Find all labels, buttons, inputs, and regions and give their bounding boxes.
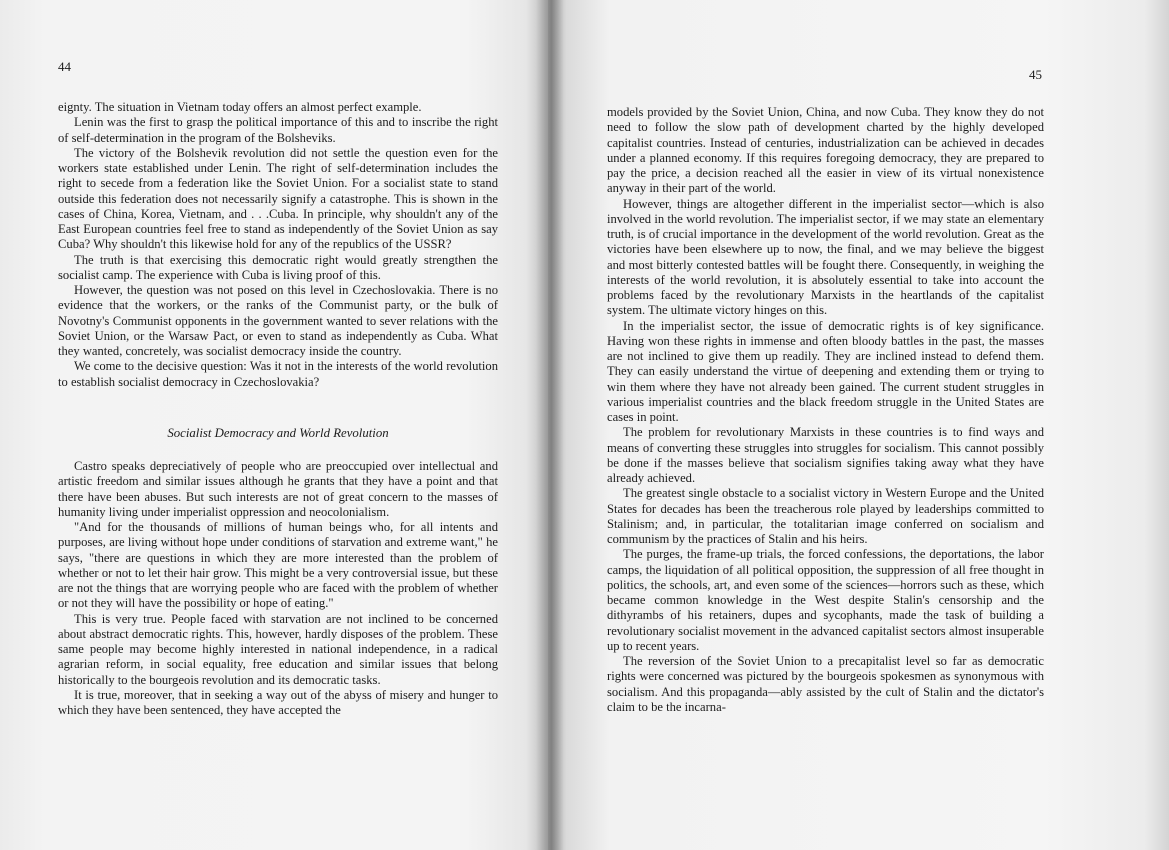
paragraph: "And for the thousands of millions of human beings who, for all intents and purposes, are living without hope under conditions of starvation and extreme want," he says, "there are questions in which they are more interested than the problem of whether or not to let their hair grow. This might be a very controversial issue, but these are not the things that are worrying people who are faced with the problem of whether or not they will have the possibility or hope of eating." — [58, 520, 498, 611]
page-number: 45 — [1029, 67, 1042, 82]
paragraph: However, things are altogether different in the imperialist sector—which is also involved in the world revolution. The imperialist sector, if we may state an elementary truth, is of crucial importance in the development of the world revolution. Great as the victories have been elsewhere up to now, the final, and we may believe the biggest and most bitterly contested battles will be fought there. Consequently, in weighing the interests of the world revolution, it is absolutely essential to take into account the problems faced by the revolutionary Marxists in the heartlands of the capitalist system. The ultimate victory hinges on this. — [607, 196, 1044, 318]
right-page — [548, 0, 1169, 850]
paragraph: models provided by the Soviet Union, China, and now Cuba. They know they do not need to follow the slow path of development charted by the highly developed capitalist countries. Instead of centuries, industrialization can be achieved in decades under a planned economy. If this requires foregoing democracy, they are prepared to pay the price, a decision reached all the easier in view of its virtual nonexistence anyway in their part of the world. — [607, 105, 1044, 196]
paragraph: It is true, moreover, that in seeking a way out of the abyss of misery and hunger to which they have been sentenced, they have accepted the — [58, 687, 498, 717]
paragraph: The reversion of the Soviet Union to a precapitalist level so far as democratic rights were concerned was pictured by the bourgeois spokesmen as synonymous with socialism. And this propaganda—ably assisted by the cult of Stalin and the dictator's claim to be the incarna- — [607, 654, 1044, 714]
paragraph: We come to the decisive question: Was it not in the interests of the world revolution to establish socialist democracy in Czechoslovakia? — [58, 359, 498, 389]
paragraph: Lenin was the first to grasp the political importance of this and to inscribe the right of self-determination in the program of the Bolsheviks. — [58, 115, 498, 145]
paragraph: This is very true. People faced with starvation are not inclined to be concerned about abstract democratic rights. This, however, hardly disposes of the problem. These same people may become highly interested in national independence, in a radical agrarian reform, in social equality, free education and similar issues that belong historically to the bourgeois revolution and its democratic tasks. — [58, 611, 498, 687]
paragraph: eignty. The situation in Vietnam today offers an almost perfect example. — [58, 100, 422, 114]
section-heading: Socialist Democracy and World Revolution — [167, 425, 389, 440]
paragraph: However, the question was not posed on this level in Czechoslovakia. There is no evidence that the workers, or the ranks of the Communist party, or the bulk of Novotny's Communist opponents in the government wanted to sever relations with the Soviet Union, or the Warsaw Pact, or even to stand as independently as Cuba. What they wanted, concretely, was socialist democracy inside the country. — [58, 283, 498, 358]
page-number: 44 — [58, 59, 71, 74]
paragraph: The greatest single obstacle to a socialist victory in Western Europe and the United States for decades has been the treacherous role played by leaderships committed to Stalinism; and, in particular, the totalitarian image conferred on socialism and communism by the practices of Stalin and his heirs. — [607, 486, 1044, 546]
paragraph: The purges, the frame-up trials, the forced confessions, the deportations, the labor camps, the liquidation of all political opposition, the suppression of all free thought in politics, the schools, art, and even some of the sciences—horrors such as these, which became common knowledge in the West despite Stalin's censorship and the dithyrambs of his retainers, dupes and sycophants, made the task of building a revolutionary socialist movement in the advanced capitalist sectors almost insuperable up to recent years. — [607, 547, 1044, 653]
paragraph: The problem for revolutionary Marxists in these countries is to find ways and means of converting these struggles into struggles for socialism. This cannot possibly be done if the masses believe that socialism signifies taking away what they have already achieved. — [607, 425, 1044, 485]
paragraph: The truth is that exercising this democratic right would greatly strengthen the socialist camp. The experience with Cuba is living proof of this. — [58, 252, 498, 282]
paragraph: In the imperialist sector, the issue of democratic rights is of key significance. Having won these rights in immense and often bloody battles in the past, the masses are not inclined to give them up readily. They are inclined instead to defend them. They can easily understand the virtue of deepening and extending them or trying to win them where they have not already been gained. The current student struggles in various imperialist countries and the black freedom struggle in the United States are cases in point. — [607, 318, 1044, 424]
paragraph: The victory of the Bolshevik revolution did not settle the question even for the workers state established under Lenin. The right of self-determination includes the right to secede from a federation like the Soviet Union. For a socialist state to stand outside this federation does not necessarily signify a catastrophe. This is shown in the cases of China, Korea, Vietnam, and . . .Cuba. In principle, why shouldn't any of the East European countries feel free to stand as independently of the Soviet Union as say Cuba? Why shouldn't this likewise hold for any of the republics of the USSR? — [58, 145, 498, 252]
page-body — [58, 100, 498, 718]
page-body — [607, 105, 1044, 715]
paragraph: Castro speaks depreciatively of people who are preoccupied over intellectual and artistic freedom and similar issues although he grants that they have a point and that there have been abuses. But such interests are not of great concern to the masses of humanity living under imperialist oppression and neocolonialism. — [58, 459, 498, 519]
left-page — [0, 0, 548, 850]
